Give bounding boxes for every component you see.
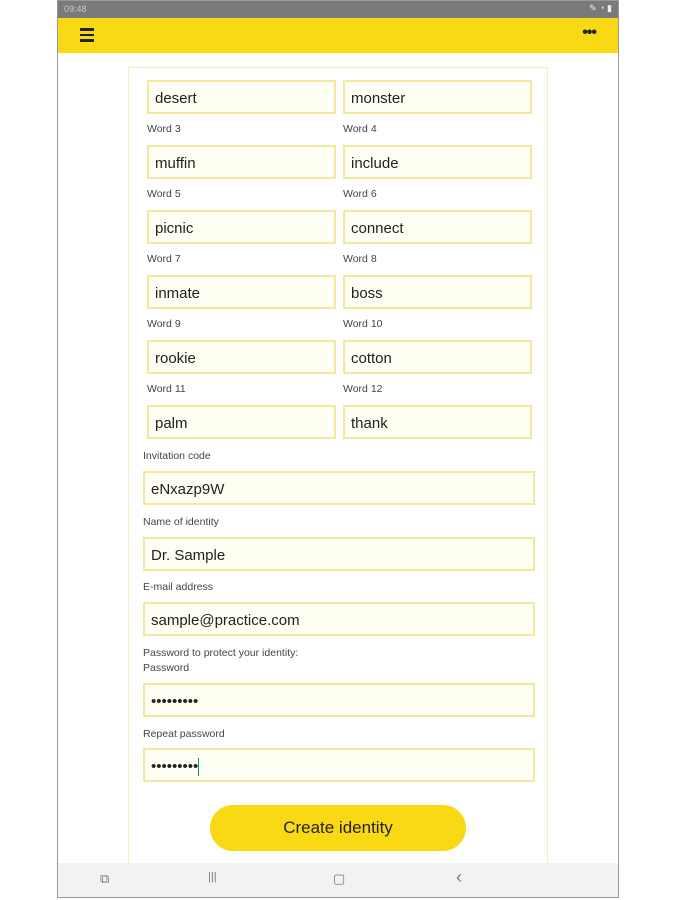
word-label: Word 9 (147, 318, 181, 330)
status-icons: ✎ ◔ ▮ (589, 3, 612, 13)
password-label: Password (143, 662, 190, 674)
word-input[interactable]: desert (147, 80, 336, 114)
word-label: Word 8 (343, 253, 377, 265)
password-input[interactable]: ••••••••• (143, 683, 535, 717)
repeat-password-input[interactable] (143, 748, 535, 782)
form-card (128, 67, 548, 867)
word-label: Word 6 (343, 188, 377, 200)
word-input[interactable]: boss (343, 275, 532, 309)
repeat-password-label: Repeat password (143, 728, 225, 740)
identity-name-input[interactable]: Dr. Sample (143, 537, 535, 571)
create-identity-button[interactable]: Create identity (210, 805, 466, 851)
email-label: E-mail address (143, 581, 214, 593)
word-input[interactable]: cotton (343, 340, 532, 374)
status-bar (58, 1, 618, 18)
recent-apps-icon[interactable]: ||| (208, 871, 217, 883)
email-input[interactable]: sample@practice.com (143, 602, 535, 636)
word-input[interactable]: connect (343, 210, 532, 244)
word-label: Word 11 (147, 383, 186, 395)
invitation-code-input[interactable]: eNxazp9W (143, 471, 535, 505)
hamburger-menu-icon[interactable] (80, 28, 94, 42)
word-input[interactable]: include (343, 145, 532, 179)
password-intro: Password to protect your identity: (143, 647, 299, 659)
word-input[interactable]: muffin (147, 145, 336, 179)
status-time: 09:48 (64, 4, 87, 14)
back-icon[interactable]: ‹ (456, 867, 462, 887)
device-screen (57, 0, 619, 898)
word-input[interactable]: picnic (147, 210, 336, 244)
word-input[interactable]: palm (147, 405, 336, 439)
system-nav-bar (58, 863, 618, 897)
repeat-password-value: ••••••••• (151, 758, 199, 775)
invitation-code-label: Invitation code (143, 450, 211, 462)
identity-name-label: Name of identity (143, 516, 219, 528)
text-cursor (198, 758, 199, 776)
app-bar (58, 18, 618, 53)
more-options-icon[interactable]: ••• (582, 24, 596, 41)
word-input[interactable]: monster (343, 80, 532, 114)
word-label: Word 12 (343, 383, 383, 395)
word-input[interactable]: rookie (147, 340, 336, 374)
word-input[interactable]: thank (343, 405, 532, 439)
word-label: Word 7 (147, 253, 181, 265)
home-icon[interactable]: ▢ (333, 871, 346, 886)
word-label: Word 4 (343, 123, 377, 135)
word-label: Word 3 (147, 123, 181, 135)
word-input[interactable]: inmate (147, 275, 336, 309)
word-label: Word 10 (343, 318, 383, 330)
word-label: Word 5 (147, 188, 181, 200)
screenshot-icon[interactable]: ⧉ (100, 871, 110, 886)
